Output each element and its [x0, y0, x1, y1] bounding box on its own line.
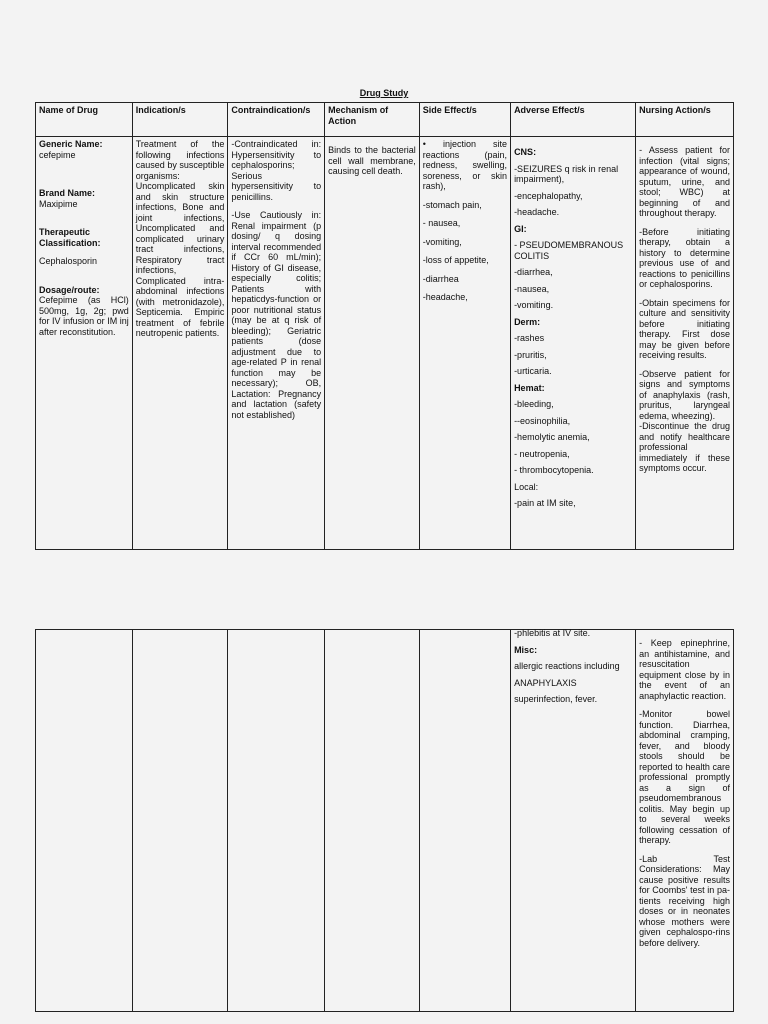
- indication-cell: [132, 137, 228, 550]
- misc-label: Misc:: [514, 644, 538, 655]
- nursing-actions-continued-cell: [636, 630, 734, 1012]
- generic-name-label: Generic Name:: [39, 139, 103, 149]
- therapeutic-class-label: Therapeutic Classification:: [39, 227, 101, 248]
- gi-label: GI:: [514, 223, 527, 234]
- nursing-actions-cell: [636, 137, 734, 550]
- empty-cell: [36, 630, 133, 1012]
- adverse-item: -headache.: [514, 207, 560, 217]
- indication-text: Treatment of the following infections caused by susceptible organisms: Uncomplicated skin and skin structure infections, Bone and joint infections, Uncomplicated and complicated urinary tract infections, Respiratory tract infections, Complicated intra-abdominal infections (with metronidazole), Septicemia. Empiric treatment of febrile neutropenic patients.: [135, 139, 225, 338]
- adverse-item: superinfection, fever.: [514, 694, 598, 704]
- side-effect-item: -headache,: [422, 292, 468, 302]
- nursing-action: -Lab Test Considerations: May cause positive results for Coombs' test in pa-tients receiving high doses or in neonates whose mothers were given cephalospo-rins before delivery.: [639, 853, 730, 948]
- adverse-item: ANAPHYLAXIS: [514, 677, 577, 688]
- drug-study-table-continued: [35, 629, 734, 1012]
- header-contraindication: Contraindication/s: [228, 103, 325, 137]
- mechanism-text: Binds to the bacterial cell wall membrane, causing cell death.: [328, 145, 416, 176]
- continued-row: [36, 630, 734, 1012]
- brand-name: Maxipime: [39, 198, 78, 209]
- empty-cell: [228, 630, 325, 1012]
- side-effect-item: -diarrhea: [422, 273, 459, 284]
- adverse-item: -pruritis,: [514, 349, 547, 360]
- header-name-of-drug: Name of Drug: [36, 103, 133, 137]
- adverse-item: - neutropenia,: [514, 448, 570, 459]
- contraindication-cell: [228, 137, 325, 550]
- name-of-drug-cell: [36, 137, 133, 550]
- hemat-label: Hemat:: [514, 382, 545, 393]
- contraindication-part1: -Contraindicated in: Hypersensitivity to cephalosporins; Serious hypersensitivity to penicillins.: [231, 139, 322, 202]
- side-effect-item: • injection site reactions (pain, redness, swelling, soreness, or skin rash),: [422, 139, 508, 191]
- adverse-item: --eosinophilia,: [514, 415, 571, 426]
- adverse-item: -encephalopathy,: [514, 190, 583, 201]
- dosage-route: Cefepime (as HCl) 500mg, 1g, 2g; pwd for IV infusion or IM inj after reconstitution.: [39, 295, 129, 337]
- adverse-item: -hemolytic anemia,: [514, 432, 590, 442]
- adverse-item: - PSEUDOMEMBRANOUS COLITIS: [514, 240, 624, 261]
- header-row: [36, 103, 734, 137]
- adverse-item: -phlebitis at IV site.: [514, 628, 591, 638]
- adverse-item: -rashes: [514, 333, 545, 343]
- side-effect-item: -vomiting,: [422, 236, 462, 247]
- adverse-item: -SEIZURES q risk in renal impairment),: [514, 163, 619, 184]
- header-mechanism: Mechanism of Action: [325, 103, 420, 137]
- brand-name-label: Brand Name:: [39, 188, 96, 198]
- nursing-action: - Assess patient for infection (vital signs; appearance of wound, sputum, urine, and stool; WBC) at beginning of and throughout therapy.: [639, 145, 730, 218]
- nursing-action: -Before initiating therapy, obtain a history to determine previous use of and reactions to penicillins or cephalosporins.: [639, 226, 730, 289]
- adverse-item: -urticaria.: [514, 366, 552, 376]
- side-effect-item: -stomach pain,: [422, 199, 482, 210]
- dosage-route-label: Dosage/route:: [39, 284, 100, 295]
- local-label: Local:: [514, 481, 539, 492]
- nursing-action: -Monitor bowel function. Diarrhea, abdominal cramping, fever, and bloody stools should be reported to health care professional promptly as a sign of pseudomembranous colitis. May begin up to several weeks following cessation of therapy.: [639, 709, 730, 845]
- adverse-item: allergic reactions including: [514, 661, 620, 671]
- adverse-item: -pain at IM site,: [514, 498, 576, 508]
- header-indication: Indication/s: [132, 103, 228, 137]
- empty-cell: [325, 630, 420, 1012]
- header-nursing-actions: Nursing Action/s: [636, 103, 734, 137]
- nursing-action: -Discontinue the drug and notify healthcare professional immediately if these symptoms occur.: [639, 421, 730, 473]
- adverse-item: -bleeding,: [514, 399, 554, 409]
- empty-cell: [132, 630, 228, 1012]
- generic-name: cefepime: [39, 149, 76, 160]
- derm-label: Derm:: [514, 316, 541, 327]
- header-adverse-effects: Adverse Effect/s: [511, 103, 636, 137]
- cns-label: CNS:: [514, 147, 537, 157]
- adverse-item: -vomiting.: [514, 300, 554, 310]
- contraindication-part2: -Use Cautiously in: Renal impairment (p dosing/ q dosing interval recommended if CCr 60 mL/min); History of GI disease, especially colitis; Patients with hepaticdys-function or poor nutritional status (may be at q risk of bleeding); Geriatric patients (dose adjustment due to age-related P in renal function may be necessary); OB, Lactation: Pregnancy and lactation (safety not established): [231, 210, 322, 420]
- side-effect-item: -loss of appetite,: [422, 255, 489, 265]
- drug-study-table: [35, 102, 734, 550]
- adverse-item: - thrombocytopenia.: [514, 465, 594, 475]
- nursing-action: - Keep epinephrine, an antihistamine, and resuscitation equipment close by in the event of an anaphylactic reaction.: [639, 638, 730, 701]
- adverse-item: -nausea,: [514, 283, 550, 294]
- mechanism-cell: [325, 137, 420, 550]
- adverse-effects-cell: [511, 137, 636, 550]
- page-title: Drug Study: [359, 88, 409, 98]
- header-side-effects: Side Effect/s: [419, 103, 510, 137]
- content-row: [36, 137, 734, 550]
- side-effect-item: - nausea,: [422, 218, 461, 228]
- nursing-action: -Obtain specimens for culture and sensitivity before initiating therapy. First dose may be given before receiving results.: [639, 297, 730, 360]
- nursing-action: -Observe patient for signs and symptoms of anaphylaxis (rash, pruritus, laryngeal edema, wheezing).: [639, 368, 730, 421]
- therapeutic-class: Cephalosporin: [39, 256, 98, 266]
- adverse-item: -diarrhea,: [514, 267, 553, 277]
- empty-cell: [419, 630, 510, 1012]
- adverse-effects-continued-cell: [511, 630, 636, 1012]
- side-effects-cell: [419, 137, 510, 550]
